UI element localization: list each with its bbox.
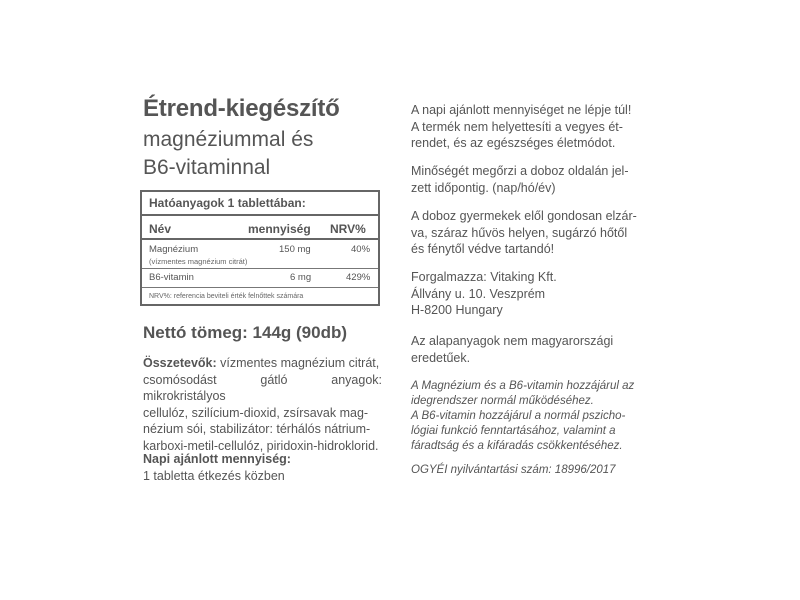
dosage-label: Napi ajánlott mennyiség: (143, 452, 291, 466)
ingredients-text: csomósodást gátló anyagok: mikrokristályos (143, 372, 382, 403)
warning-text: A termék nem helyettesíti a vegyes ét- (411, 119, 623, 134)
claim-text: A Magnézium és a B6-vitamin hozzájárul az (411, 380, 635, 392)
table-divider (142, 268, 378, 269)
registration-number: OGYÉI nyilvántartási szám: 18996/2017 (411, 464, 616, 476)
table-heading: Hatóanyagok 1 tablettában: (149, 196, 306, 210)
row-b6-amount: 6 mg (290, 272, 312, 283)
dosage-block (143, 451, 383, 484)
table-divider (142, 287, 378, 288)
column-header-name: Név (149, 222, 172, 236)
claim-text: lógiai funkció fenntartásához, valamint a (411, 425, 616, 437)
distributor-text: Állvány u. 10. Veszprém (411, 286, 546, 301)
column-header-nrv: NRV% (330, 222, 366, 236)
ingredients-text: vízmentes magnézium citrát, (220, 356, 380, 370)
table-divider (142, 214, 378, 216)
origin-text: eredetűek. (411, 350, 471, 365)
table-divider (142, 238, 378, 240)
health-claims-block (411, 379, 661, 454)
dosage-value: 1 tabletta étkezés közben (143, 468, 285, 483)
storage-text: va, száraz hűvös helyen, sugárzó hőtől (411, 225, 628, 240)
ingredients-text: karboxi-metil-cellulóz, piridoxin-hidroklorid. (143, 438, 379, 453)
product-subtitle-line1: magnéziummal és (143, 128, 314, 151)
row-magnesium-sub: (vízmentes magnézium citrát) (149, 257, 248, 266)
storage-text: és fénytől védve tartandó! (411, 242, 555, 256)
storage-block (411, 208, 661, 258)
claim-text: fáradtság és a kifáradás csökkentéséhez. (411, 440, 623, 452)
origin-text: Az alapanyagok nem magyarországi (411, 334, 614, 348)
row-b6-nrv: 429% (346, 272, 371, 283)
claim-text: idegrendszer normál működéséhez. (411, 395, 594, 407)
warning-text: A napi ajánlott mennyiséget ne lépje túl! (411, 103, 632, 117)
row-magnesium-amount: 150 mg (279, 244, 311, 255)
product-title: Étrend-kiegészítő (143, 95, 340, 122)
best-before-block (411, 163, 661, 196)
column-header-amount: mennyiség (248, 222, 311, 236)
row-magnesium-name: Magnézium (149, 244, 199, 255)
claim-text: A B6-vitamin hozzájárul a normál pszicho- (411, 410, 626, 422)
row-b6-name: B6-vitamin (149, 272, 194, 283)
distributor-text: Forgalmazza: Vitaking Kft. (411, 270, 557, 284)
best-before-text: zett időpontig. (nap/hó/év) (411, 180, 556, 195)
distributor-text: H-8200 Hungary (411, 303, 503, 317)
warning-block (411, 102, 661, 152)
ingredients-text: nézium sói, stabilizátor: térhálós nátrium- (143, 422, 371, 436)
product-subtitle-line2: B6-vitaminnal (143, 156, 271, 179)
ingredients-label: Összetevők: (143, 356, 217, 370)
best-before-text: Minőségét megőrzi a doboz oldalán jel- (411, 164, 629, 178)
warning-text: rendet, és az egészséges életmódot. (411, 136, 616, 150)
row-magnesium-nrv: 40% (351, 244, 371, 255)
storage-text: A doboz gyermekek elől gondosan elzár- (411, 209, 637, 223)
ingredients-text: cellulóz, szilícium-dioxid, zsírsavak mag- (143, 405, 369, 420)
ingredients-block (143, 355, 382, 454)
distributor-block (411, 269, 661, 319)
origin-block (411, 333, 661, 366)
net-weight: Nettó tömeg: 144g (90db) (143, 323, 348, 342)
nrv-note: NRV%: referencia beviteli érték felnőttek számára (149, 293, 304, 300)
active-ingredients-table (140, 190, 380, 306)
